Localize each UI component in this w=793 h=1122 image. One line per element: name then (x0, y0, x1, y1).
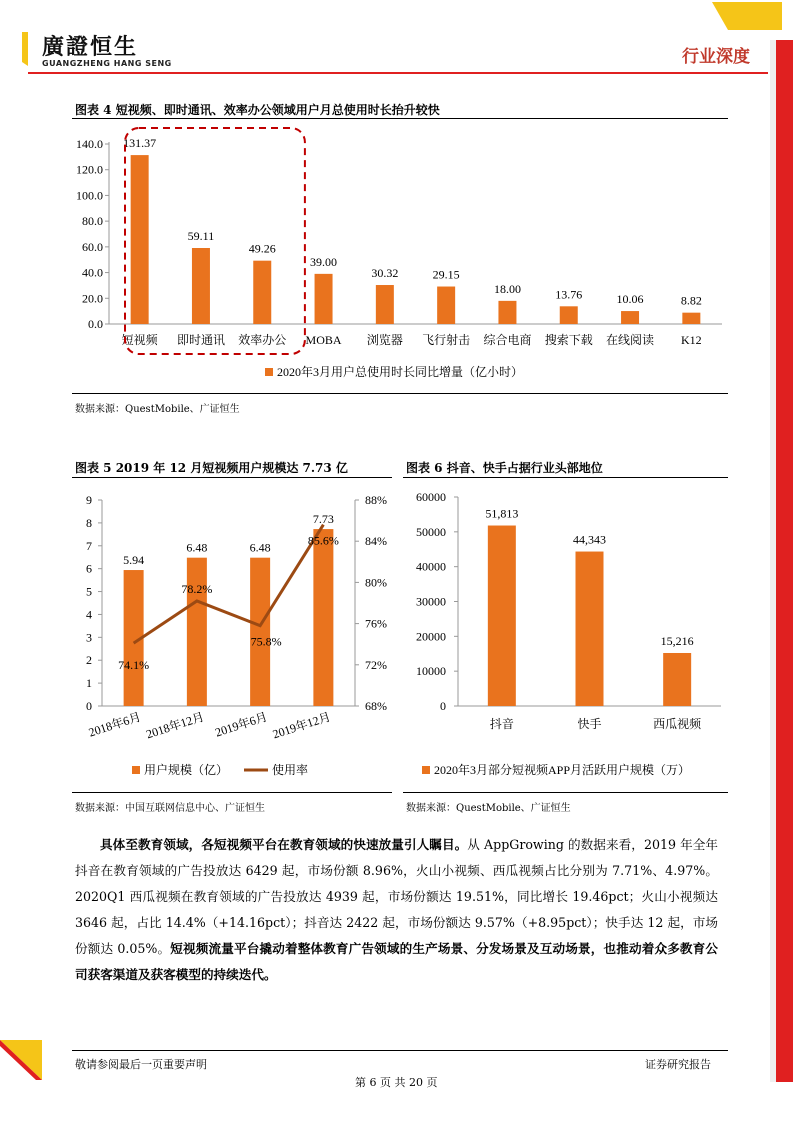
fig4-top-rule (72, 118, 728, 119)
fig4-y-tick-label: 140.0 (76, 137, 103, 151)
body-text: 从 AppGrowing 的数据来看，2019 年全年抖音在教育领域的广告投放达 6429 起，市场份额 8.96%，火山小视频、西瓜视频占比分别为 7.71%、4.97%。2020Q1 西瓜视频在教育领域的广告投放达 4939 起，市场份额达 19.51%，同比增长 19.46pct；火山小视频达 3646 起，占比 14.4%（+14.16pct）；抖音达 2422 起，市场份额达 9.57%（+8.95pct）；快手达 12 起，市场份额达 0.05%。 (75, 837, 719, 956)
fig5-category-label: 2018年6月 (86, 709, 143, 740)
fig4-bar (192, 248, 210, 324)
fig5-category-label: 2019年12月 (270, 709, 333, 742)
fig5-right-tick-label: 68% (365, 699, 387, 713)
right-side-bar (776, 40, 793, 1082)
fig6-y-tick-label: 20000 (416, 629, 446, 644)
fig5-source: 数据来源：中国互联网信息中心、广证恒生 (75, 803, 265, 814)
fig5-bar-label: 6.48 (186, 540, 208, 555)
fig4-y-tick-label: 40.0 (82, 265, 103, 280)
fig5-right-tick-label: 88% (365, 493, 387, 507)
fig5-left-tick-label: 0 (86, 699, 92, 713)
fig4-category-label: K12 (681, 333, 702, 347)
fig5-bar (250, 558, 270, 706)
fig5-left-tick-label: 1 (86, 676, 92, 691)
fig4-value-label: 131.37 (123, 136, 157, 151)
fig6-value-label: 15,216 (660, 633, 694, 648)
fig5-right-tick-label: 76% (365, 616, 387, 631)
fig5-left-tick-label: 3 (86, 630, 92, 645)
fig4-legend-swatch (265, 368, 273, 376)
fig6-top-rule (403, 477, 728, 478)
fig4-category-label: 搜索下载 (544, 333, 593, 347)
footer-rule (72, 1050, 728, 1051)
fig4-bar (560, 306, 578, 324)
fig4-value-label: 13.76 (555, 287, 583, 302)
logo-chinese: 廣證恒生 (42, 35, 139, 60)
fig4-category-label: 在线阅读 (606, 333, 655, 347)
logo-english: GUANGZHENG HANG SENG (42, 59, 172, 68)
fig4-chart (72, 120, 728, 392)
fig6-title: 图表 6 抖音、快手占据行业头部地位 (406, 461, 603, 475)
fig4-y-tick-label: 20.0 (82, 291, 103, 306)
fig6-y-tick-label: 50000 (416, 524, 446, 539)
section-label: 行业深度 (682, 47, 750, 67)
fig4-value-label: 39.00 (310, 254, 338, 269)
fig5-line-label: 85.6% (307, 533, 339, 548)
fig6-category-label: 快手 (577, 717, 602, 731)
fig4-category-label: 浏览器 (366, 333, 403, 347)
fig5-left-tick-label: 5 (86, 584, 92, 599)
fig5-legend-bar-swatch (132, 766, 140, 774)
fig5-line-label: 74.1% (118, 658, 150, 673)
fig5-line-label: 78.2% (181, 581, 213, 596)
fig6-y-tick-label: 10000 (416, 664, 446, 679)
fig4-bar (498, 301, 516, 324)
fig6-bar (576, 552, 604, 706)
fig6-legend-swatch (422, 766, 430, 774)
fig4-bottom-rule (72, 393, 728, 394)
fig5-right-tick-label: 72% (365, 657, 387, 672)
fig4-category-label: 综合电商 (483, 333, 532, 347)
fig4-value-label: 49.26 (248, 241, 276, 256)
fig6-bar (663, 653, 691, 706)
fig4-value-label: 8.82 (680, 293, 702, 308)
fig4-category-label: 即时通讯 (176, 333, 225, 347)
right-side-bar-light (770, 40, 776, 1082)
fig5-left-tick-label: 4 (86, 607, 92, 622)
fig5-right-tick-label: 80% (365, 575, 387, 590)
fig6-source: 数据来源：QuestMobile、广证恒生 (406, 803, 571, 814)
fig4-y-tick-label: 80.0 (82, 214, 103, 229)
fig4-title: 图表 4 短视频、即时通讯、效率办公领域用户月总使用时长抬升较快 (75, 103, 440, 117)
fig4-category-label: 飞行射击 (422, 333, 471, 347)
fig4-y-tick-label: 60.0 (82, 239, 103, 254)
fig6-y-tick-label: 60000 (416, 490, 446, 504)
fig4-source: 数据来源：QuestMobile、广证恒生 (75, 404, 240, 415)
fig5-top-rule (72, 477, 392, 478)
fig5-legend-line-label: 使用率 (272, 763, 309, 777)
fig5-category-label: 2019年6月 (213, 709, 270, 740)
fig6-bottom-rule (403, 792, 728, 793)
fig6-y-tick-label: 30000 (416, 594, 446, 609)
fig4-value-label: 10.06 (616, 292, 644, 307)
fig6-value-label: 51,813 (485, 506, 519, 521)
fig5-category-label: 2018年12月 (144, 709, 206, 742)
fig4-value-label: 59.11 (187, 229, 215, 244)
logo-icon (20, 32, 36, 68)
footer-disclaimer: 敬请参阅最后一页重要声明 (75, 1058, 207, 1071)
fig4-bar (315, 274, 333, 324)
fig4-value-label: 30.32 (371, 266, 399, 281)
body-paragraph (75, 832, 718, 988)
fig6-category-label: 西瓜视频 (653, 717, 702, 731)
fig5-right-tick-label: 84% (365, 534, 387, 549)
fig6-y-tick-label: 0 (440, 699, 446, 713)
fig4-bar (621, 311, 639, 324)
fig6-chart (403, 480, 728, 790)
fig4-legend-label: 2020年3月用户总使用时长同比增量（亿小时） (277, 365, 524, 379)
fig4-highlight-box (125, 128, 305, 354)
fig4-y-tick-label: 0.0 (88, 317, 103, 331)
body-lead: 具体至教育领域，各短视频平台在教育领域的快速放量引人瞩目。 (100, 837, 468, 852)
fig5-line-label: 75.8% (250, 634, 282, 649)
fig5-bar (187, 558, 207, 706)
fig5-left-tick-label: 2 (86, 653, 92, 668)
fig4-value-label: 29.15 (432, 267, 460, 282)
fig4-bar (131, 155, 149, 324)
fig5-bottom-rule (72, 792, 392, 793)
fig4-category-label: 短视频 (121, 333, 158, 347)
footer-page-number: 第 6 页 共 20 页 (355, 1076, 438, 1089)
fig4-y-tick-label: 100.0 (76, 188, 103, 203)
header (0, 0, 793, 80)
fig4-y-tick-label: 120.0 (76, 162, 103, 177)
fig4-value-label: 18.00 (493, 281, 521, 296)
fig5-usage-line (134, 525, 324, 643)
fig5-left-tick-label: 7 (86, 538, 92, 553)
fig4-bar (253, 261, 271, 324)
fig6-bar (488, 526, 516, 706)
fig5-left-tick-label: 8 (86, 515, 92, 530)
corner-decoration-bottom (0, 1040, 44, 1082)
fig6-y-tick-label: 40000 (416, 559, 446, 574)
fig5-left-tick-label: 9 (86, 493, 92, 507)
fig5-title: 图表 5 2019 年 12 月短视频用户规模达 7.73 亿 (75, 461, 348, 475)
fig5-left-tick-label: 6 (86, 561, 92, 576)
fig5-bar-label: 5.94 (123, 553, 145, 568)
fig5-bar-label: 6.48 (249, 540, 271, 555)
corner-decoration-top (700, 0, 793, 40)
fig6-value-label: 44,343 (573, 532, 606, 547)
fig4-bar (682, 313, 700, 324)
fig5-bar (313, 529, 333, 706)
footer-report-type: 证券研究报告 (645, 1058, 711, 1071)
fig6-legend-label: 2020年3月部分短视频APP月活跃用户规模（万） (434, 763, 691, 777)
body-tail: 短视频流量平台撬动着整体教育广告领域的生产场景、分发场景及互动场景，也推动着众多教育公司获客渠道及获客模型的持续迭代。 (75, 941, 719, 982)
fig5-legend-bar-label: 用户规模（亿） (144, 763, 229, 777)
fig4-bar (376, 285, 394, 324)
fig4-category-label: 效率办公 (238, 333, 287, 347)
fig6-category-label: 抖音 (489, 717, 514, 731)
fig5-bar-label: 7.73 (312, 512, 334, 527)
fig4-category-label: MOBA (305, 333, 342, 347)
fig5-chart (72, 480, 392, 790)
header-rule (28, 72, 768, 74)
fig4-bar (437, 287, 455, 324)
